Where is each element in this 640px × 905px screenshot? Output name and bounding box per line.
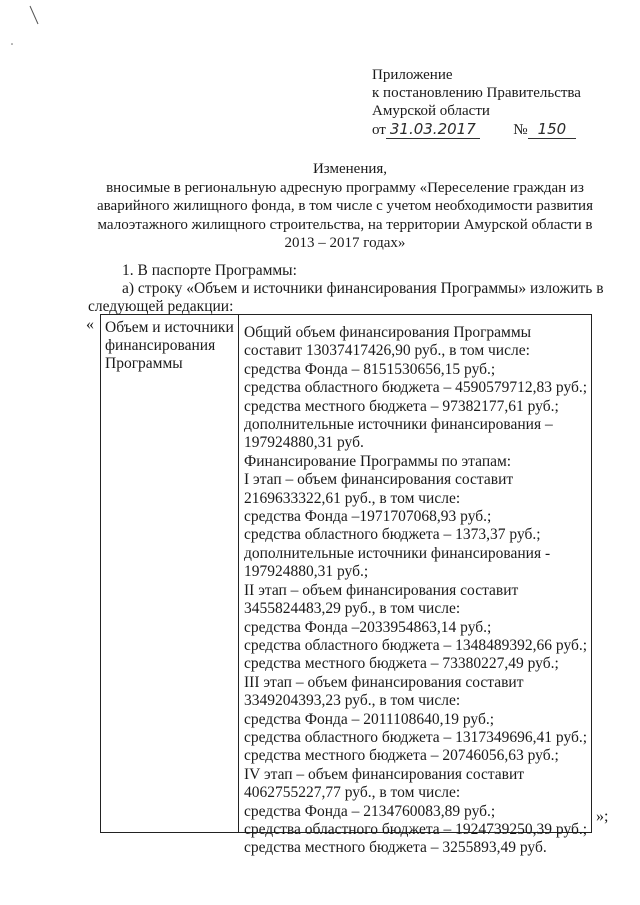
financing-line: средства Фонда – 2134760083,89 руб.; (244, 802, 496, 820)
financing-line: 197924880,31 руб.; (244, 563, 369, 581)
number-prefix: № (513, 122, 528, 138)
financing-line: средства Фонда –1971707068,93 руб.; (244, 508, 492, 526)
closing-quote: »; (596, 808, 609, 825)
title-line-4: 2013 – 2017 годах» (284, 235, 406, 251)
document-title (80, 160, 610, 253)
financing-line: II этап – объем финансирования составит (244, 581, 519, 599)
financing-line: средства местного бюджета – 3255893,49 руб. (244, 839, 547, 857)
financing-line: III этап – объем финансирования составит (244, 673, 524, 691)
financing-line: составит 13037417426,90 руб., в том числе: (244, 342, 530, 360)
financing-line: 4062755227,77 руб., в том числе: (244, 784, 461, 802)
left-label (105, 319, 235, 373)
date-handwritten: 31.03.2017 (386, 120, 480, 139)
financing-line: 197924880,31 руб. (244, 434, 364, 452)
financing-line: средства областного бюджета – 4590579712,83 руб.; (244, 379, 588, 397)
number-handwritten: 150 (528, 120, 577, 139)
financing-line: I этап – объем финансирования составит (244, 471, 514, 489)
financing-line: средства Фонда – 2011108640,19 руб.; (244, 710, 495, 728)
financing-line: 3349204393,23 руб., в том числе: (244, 692, 461, 710)
date-prefix: от (372, 122, 386, 138)
financing-line: средства Фонда –2033954863,14 руб.; (244, 618, 492, 636)
financing-line: дополнительные источники финансирования – (244, 416, 553, 434)
appendix-line-3: Амурской области (372, 103, 490, 119)
financing-line: средства областного бюджета – 1317349696,41 руб.; (244, 728, 588, 746)
section-item-a-line-2: следующей редакции: (88, 298, 234, 315)
financing-line: средства местного бюджета – 73380227,49 руб.; (244, 655, 559, 673)
appendix-line-1: Приложение (372, 67, 453, 83)
left-label-line-3: Программы (105, 355, 183, 372)
left-label-line-1: Объем и источники (105, 319, 234, 336)
financing-line: Общий объем финансирования Программы (244, 324, 532, 341)
financing-line: средства местного бюджета – 20746056,63 руб.; (244, 747, 559, 765)
financing-table (100, 314, 592, 857)
financing-line: 2169633322,61 руб., в том числе: (244, 489, 461, 507)
financing-line: средства областного бюджета – 1348489392,66 руб.; (244, 636, 588, 654)
appendix-line-2: к постановлению Правительства (372, 85, 581, 101)
financing-line: дополнительные источники финансирования - (244, 544, 551, 562)
scan-artifact-mark (0, 0, 60, 60)
title-line-3: малоэтажного жилищного строительства, на территории Амурской области в (97, 216, 593, 233)
table-right-cell (244, 324, 589, 858)
table-left-cell (101, 315, 239, 832)
title-line-1: вносимые в региональную адресную программу «Переселение граждан из (106, 179, 584, 196)
title-heading: Изменения, (312, 161, 388, 177)
financing-line: средства местного бюджета – 97382177,61 руб.; (244, 397, 559, 415)
financing-line: средства областного бюджета – 1373,37 руб.; (244, 526, 541, 544)
section-item-1: 1. В паспорте Программы: (122, 262, 297, 279)
title-line-2: аварийного жилищного фонда, в том числе с учетом необходимости развития (97, 198, 593, 214)
financing-line: 3455824483,29 руб., в том числе: (244, 600, 461, 618)
left-label-line-2: финансирования (105, 337, 216, 354)
financing-line: Финансирование Программы по этапам: (244, 452, 512, 470)
financing-line: IV этап – объем финансирования составит (244, 765, 525, 783)
financing-line: средства областного бюджета – 1924739250,39 руб.; (244, 820, 588, 838)
section-item-a-line-1: а) строку «Объем и источники финансирования Программы» изложить в (122, 280, 604, 297)
financing-line: средства Фонда – 8151530656,15 руб.; (244, 360, 496, 378)
opening-quote: « (86, 316, 94, 333)
appendix-date-row (372, 120, 632, 139)
appendix-block (372, 66, 632, 139)
